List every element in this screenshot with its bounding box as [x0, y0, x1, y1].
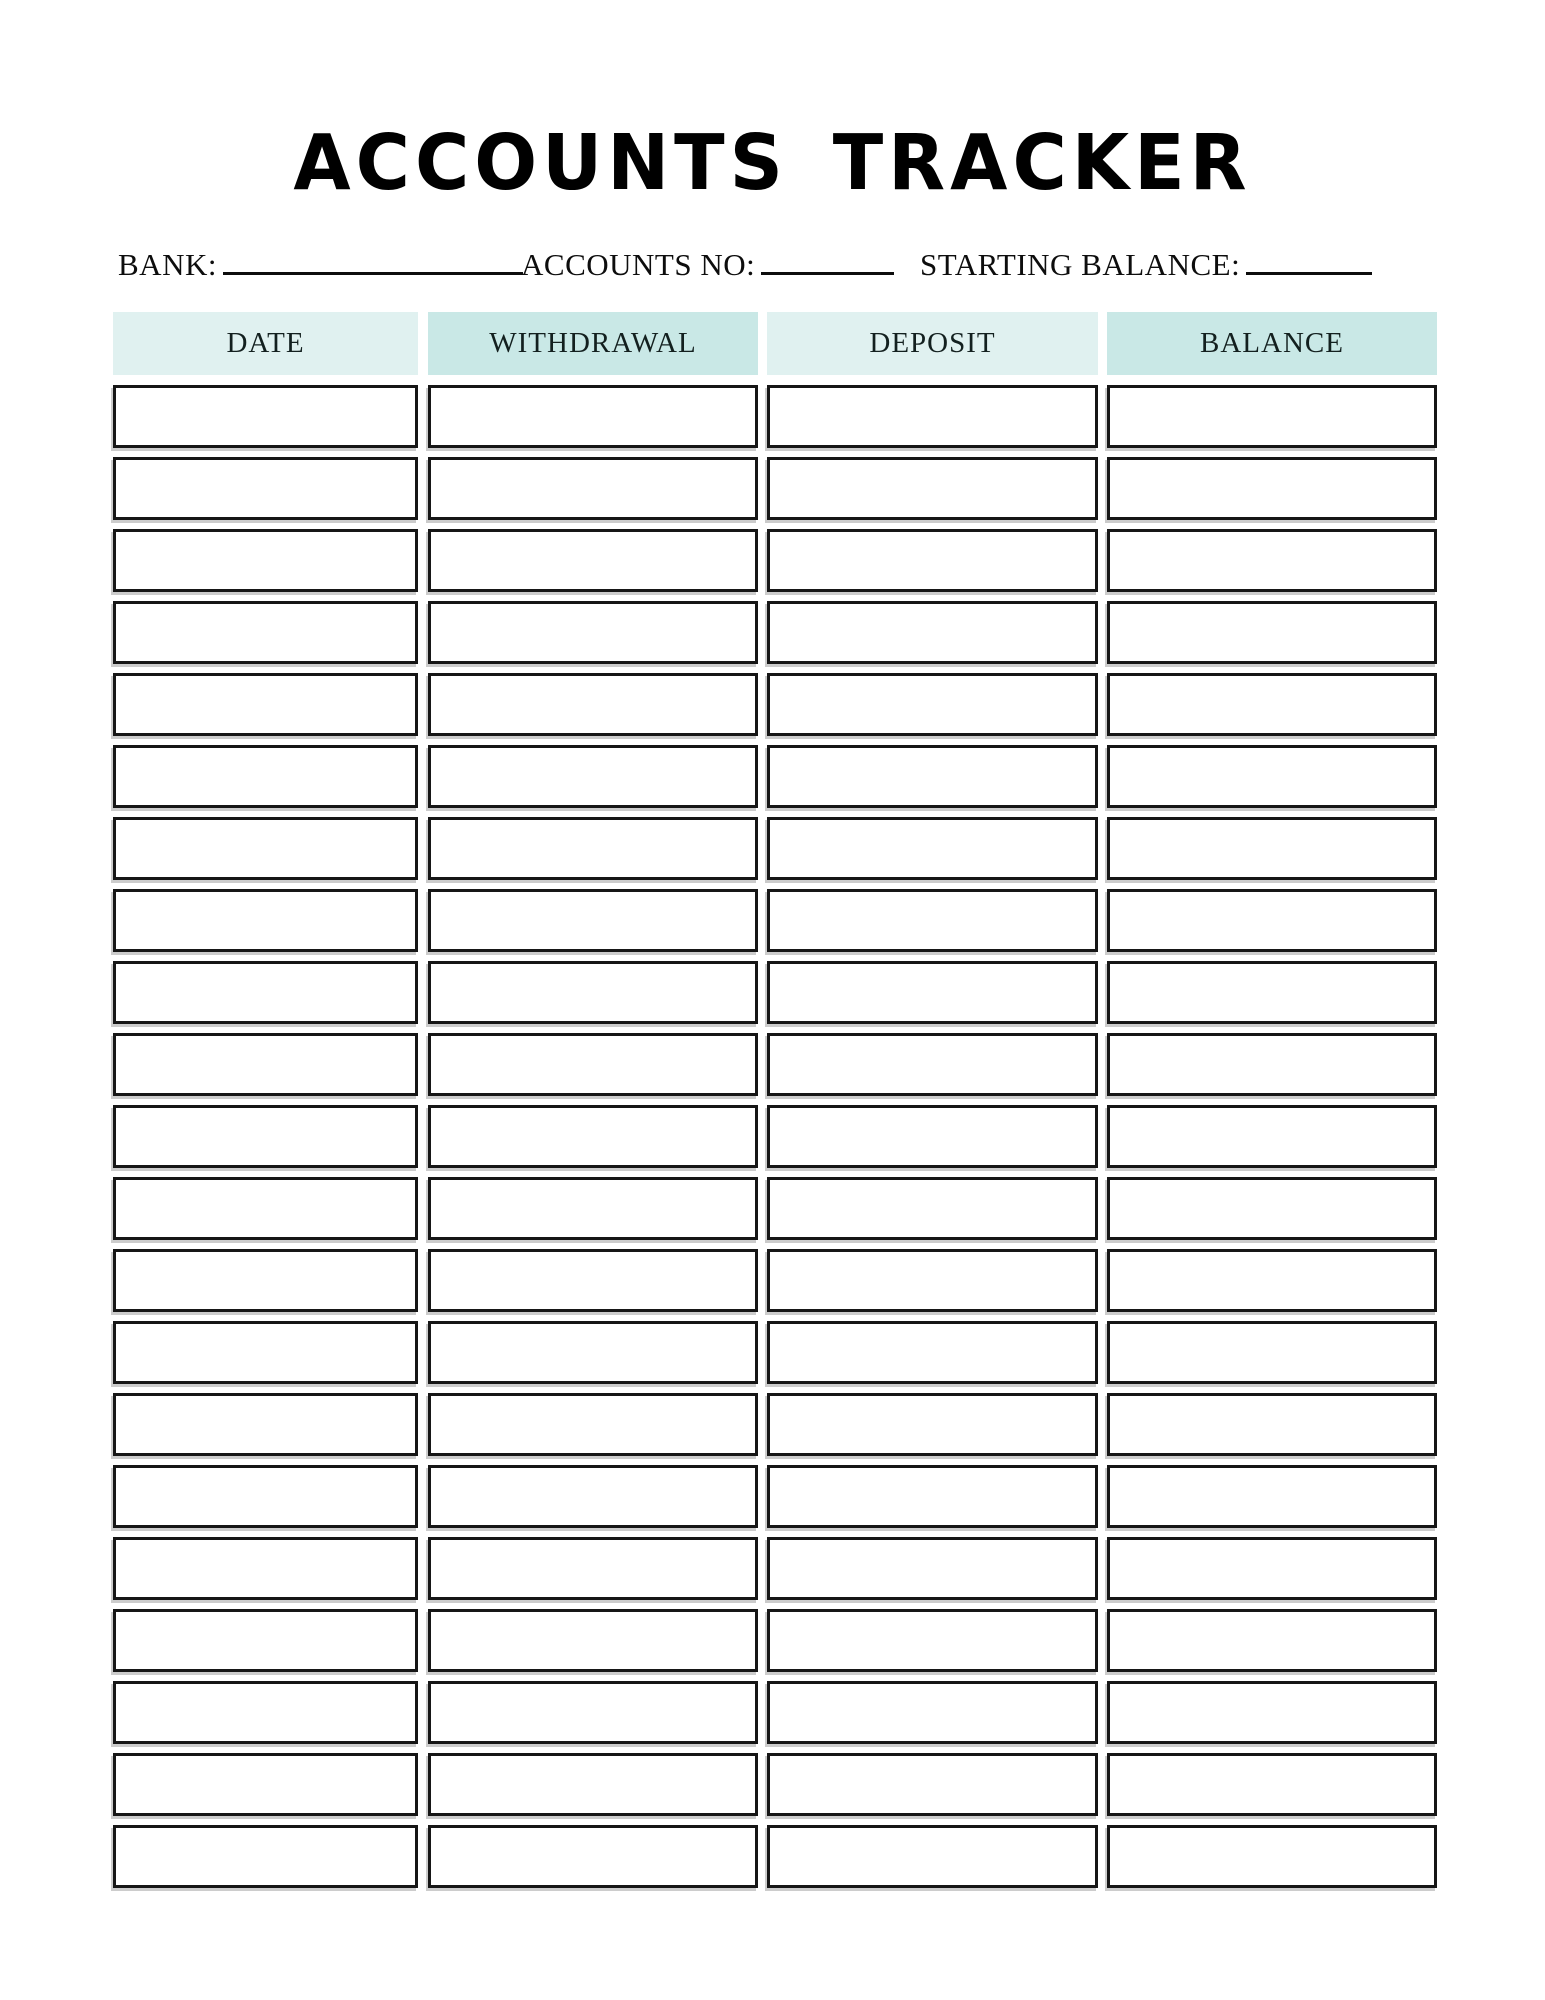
table-cell[interactable]: [1107, 673, 1437, 736]
table-cell[interactable]: [767, 457, 1098, 520]
table-cell[interactable]: [428, 1033, 758, 1096]
table-cell[interactable]: [1107, 1609, 1437, 1672]
table-cell[interactable]: [1107, 1465, 1437, 1528]
accounts-no-input-line[interactable]: [761, 246, 894, 275]
table-cell[interactable]: [767, 1249, 1098, 1312]
table-cell[interactable]: [767, 1105, 1098, 1168]
table-cell[interactable]: [428, 817, 758, 880]
table-cell[interactable]: [113, 1681, 418, 1744]
table-cell[interactable]: [767, 889, 1098, 952]
table-cell[interactable]: [767, 745, 1098, 808]
table-cell[interactable]: [767, 1177, 1098, 1240]
column-header-balance: BALANCE: [1107, 312, 1437, 375]
column-header-date: DATE: [113, 312, 418, 375]
table-cell[interactable]: [1107, 1753, 1437, 1816]
starting-balance-field: [920, 246, 1372, 283]
starting-balance-input-line[interactable]: [1246, 246, 1372, 275]
table-cell[interactable]: [767, 1033, 1098, 1096]
table-cell[interactable]: [428, 1609, 758, 1672]
table-cell[interactable]: [113, 1537, 418, 1600]
table-cell[interactable]: [1107, 961, 1437, 1024]
table-cell[interactable]: [113, 817, 418, 880]
table-cell[interactable]: [767, 1465, 1098, 1528]
table-cell[interactable]: [1107, 1393, 1437, 1456]
table-cell[interactable]: [1107, 1105, 1437, 1168]
table-cell[interactable]: [428, 1393, 758, 1456]
table-cell[interactable]: [1107, 1681, 1437, 1744]
table-cell[interactable]: [428, 1681, 758, 1744]
table-cell[interactable]: [1107, 1177, 1437, 1240]
table-cell[interactable]: [767, 817, 1098, 880]
table-cell[interactable]: [767, 1537, 1098, 1600]
table-cell[interactable]: [767, 1681, 1098, 1744]
table-cell[interactable]: [113, 1465, 418, 1528]
table-cell[interactable]: [1107, 601, 1437, 664]
table-cell[interactable]: [428, 961, 758, 1024]
table-cell[interactable]: [428, 1105, 758, 1168]
table-cell[interactable]: [1107, 1825, 1437, 1888]
table-cell[interactable]: [1107, 529, 1437, 592]
table-cell[interactable]: [113, 961, 418, 1024]
table-cell[interactable]: [1107, 457, 1437, 520]
bank-label: BANK:: [118, 247, 217, 282]
table-cell[interactable]: [1107, 1321, 1437, 1384]
table-cell[interactable]: [428, 457, 758, 520]
table-cell[interactable]: [113, 1249, 418, 1312]
table-cell[interactable]: [767, 673, 1098, 736]
table-cell[interactable]: [113, 889, 418, 952]
table-cell[interactable]: [767, 1609, 1098, 1672]
table-cell[interactable]: [113, 1393, 418, 1456]
table-cell[interactable]: [113, 1105, 418, 1168]
table-cell[interactable]: [1107, 1033, 1437, 1096]
table-cell[interactable]: [113, 385, 418, 448]
table-cell[interactable]: [428, 1249, 758, 1312]
accounts-no-field: [521, 246, 894, 283]
table-cell[interactable]: [113, 673, 418, 736]
table-cell[interactable]: [1107, 1537, 1437, 1600]
table-cell[interactable]: [113, 745, 418, 808]
table-cell[interactable]: [1107, 1249, 1437, 1312]
table-cell[interactable]: [767, 385, 1098, 448]
table-cell[interactable]: [113, 601, 418, 664]
table-cell[interactable]: [428, 385, 758, 448]
column-header-deposit: DEPOSIT: [767, 312, 1098, 375]
table-cell[interactable]: [113, 1825, 418, 1888]
table-cell[interactable]: [113, 1609, 418, 1672]
table-cell[interactable]: [428, 1537, 758, 1600]
table-cell[interactable]: [1107, 817, 1437, 880]
table-cell[interactable]: [113, 529, 418, 592]
table-cell[interactable]: [767, 1393, 1098, 1456]
table-cell[interactable]: [428, 1825, 758, 1888]
table-cell[interactable]: [428, 1465, 758, 1528]
accounts-no-label: ACCOUNTS NO:: [521, 247, 756, 282]
starting-balance-label: STARTING BALANCE:: [920, 247, 1241, 282]
table-cell[interactable]: [113, 1753, 418, 1816]
table-cell[interactable]: [113, 1177, 418, 1240]
table-cell[interactable]: [1107, 889, 1437, 952]
table-cell[interactable]: [428, 1321, 758, 1384]
table-cell[interactable]: [113, 1033, 418, 1096]
table-cell[interactable]: [767, 529, 1098, 592]
table-cell[interactable]: [767, 601, 1098, 664]
column-header-withdrawal: WITHDRAWAL: [428, 312, 758, 375]
table-cell[interactable]: [428, 889, 758, 952]
table-cell[interactable]: [1107, 745, 1437, 808]
table-cell[interactable]: [767, 1825, 1098, 1888]
table-cell[interactable]: [428, 529, 758, 592]
bank-field: [118, 246, 523, 283]
page-title: ACCOUNTS TRACKER: [293, 118, 1252, 208]
table-cell[interactable]: [1107, 385, 1437, 448]
table-cell[interactable]: [767, 1753, 1098, 1816]
table-cell[interactable]: [113, 457, 418, 520]
table-cell[interactable]: [428, 673, 758, 736]
table-cell[interactable]: [113, 1321, 418, 1384]
table-cell[interactable]: [428, 1753, 758, 1816]
table-cell[interactable]: [428, 601, 758, 664]
bank-input-line[interactable]: [223, 246, 523, 275]
table-cell[interactable]: [767, 1321, 1098, 1384]
table-cell[interactable]: [428, 1177, 758, 1240]
table-cell[interactable]: [767, 961, 1098, 1024]
table-cell[interactable]: [428, 745, 758, 808]
